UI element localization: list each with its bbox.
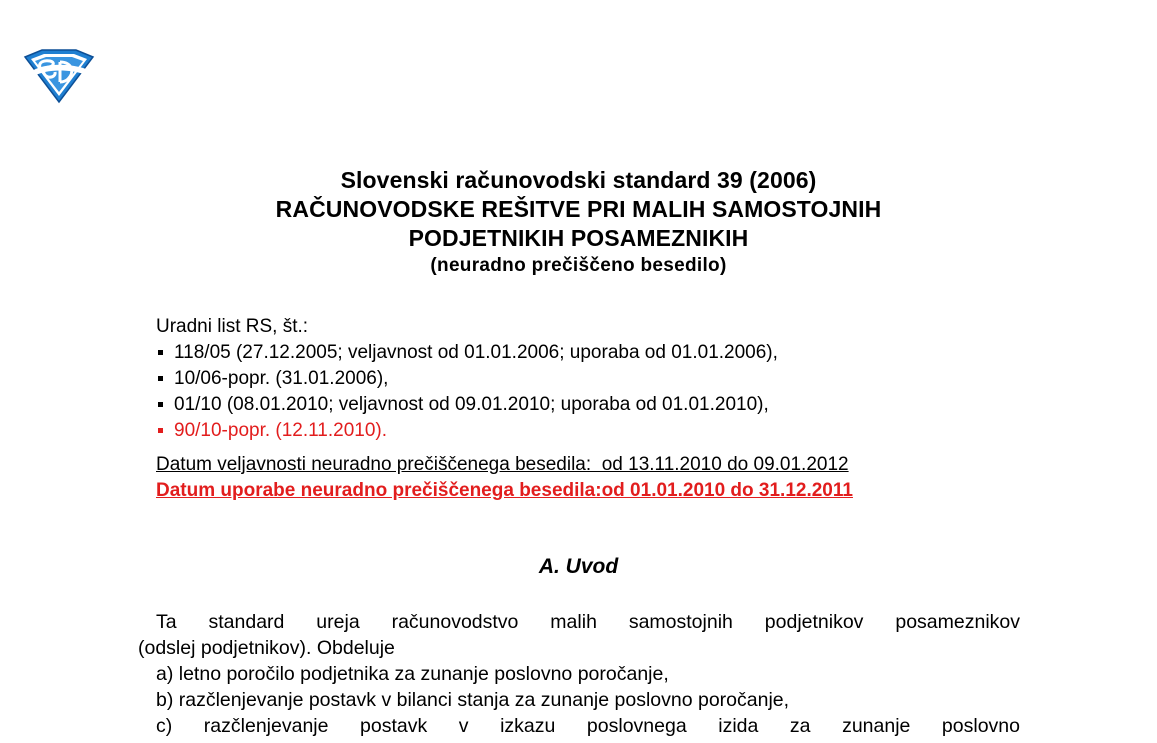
title-line-1: Slovenski računovodski standard 39 (2006): [340, 167, 817, 193]
gazette-item: 10/06-popr. (31.01.2006),: [156, 366, 778, 392]
logo-emblem: [22, 49, 96, 104]
gazette-item: 118/05 (27.12.2005; veljavnost od 01.01.2006; uporaba od 01.01.2006),: [156, 340, 778, 366]
title-line-3: PODJETNIKIH POSAMEZNIKIH: [408, 225, 749, 251]
list-item-a: a) letno poročilo podjetnika za zunanje poslovno poročanje,: [156, 663, 669, 685]
application-date: Datum uporabe neuradno prečiščenega besedila:od 01.01.2010 do 31.12.2011: [156, 480, 853, 501]
validity-dates: [156, 452, 853, 504]
paragraph-line: (odslej podjetnikov). Obdeluje: [138, 637, 395, 659]
title-line-2: RAČUNOVODSKE REŠITVE PRI MALIH SAMOSTOJNIH: [275, 196, 882, 222]
bullet-icon: [158, 350, 163, 355]
section-heading: A. Uvod: [538, 555, 619, 578]
gazette-item-correction: 90/10-popr. (12.11.2010).: [156, 418, 778, 444]
bullet-icon: [158, 376, 163, 381]
list-item-b: b) razčlenjevanje postavk v bilanci stanja za zunanje poslovno poročanje,: [156, 689, 790, 711]
title-subtitle: (neuradno prečiščeno besedilo): [430, 255, 727, 276]
gazette-list: [156, 340, 778, 444]
body-text: [138, 609, 1020, 739]
paragraph-line: Ta standard ureja računovodstvo malih samostojnih podjetnikov posameznikov: [156, 611, 1020, 633]
gazette-item: 01/10 (08.01.2010; veljavnost od 09.01.2010; uporaba od 01.01.2010),: [156, 392, 778, 418]
gazette-references: [156, 314, 778, 444]
bullet-icon: [158, 428, 163, 433]
validity-date: Datum veljavnosti neuradno prečiščenega besedila: od 13.11.2010 do 09.01.2012: [156, 454, 849, 475]
list-item-c: c) razčlenjevanje postavk v izkazu poslovnega izida za zunanje poslovno: [156, 715, 1020, 737]
document-title: [0, 166, 1157, 280]
bullet-icon: [158, 402, 163, 407]
gazette-heading: Uradni list RS, št.:: [156, 316, 309, 337]
